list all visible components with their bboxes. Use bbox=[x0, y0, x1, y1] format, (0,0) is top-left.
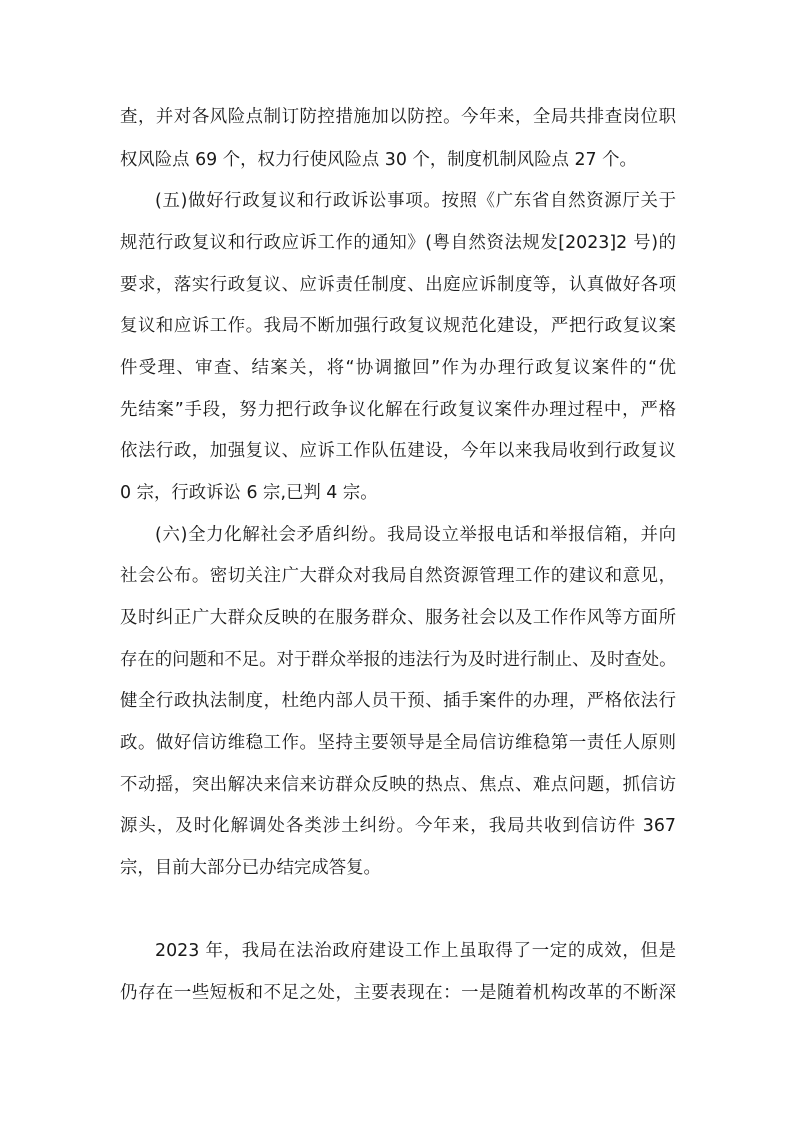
body-text-line: 仍存在一些短板和不足之处，主要表现在：一是随着机构改革的不断深 bbox=[120, 983, 676, 1003]
body-text-line: 依法行政，加强复议、应诉工作队伍建设，今年以来我局收到行政复议 bbox=[120, 441, 676, 461]
body-text-line: 查，并对各风险点制订防控措施加以防控。今年来，全局共排查岗位职 bbox=[120, 107, 676, 127]
body-text-line: 源头，及时化解调处各类涉土纠纷。今年来，我局共收到信访件 367 bbox=[120, 816, 676, 836]
body-text-line: 宗，目前大部分已办结完成答复。 bbox=[120, 858, 381, 878]
body-text-line: 规范行政复议和行政应诉工作的通知》(粤自然资法规发[2023]2 号)的 bbox=[120, 233, 676, 253]
body-text-line: 权风险点 69 个，权力行使风险点 30 个，制度机制风险点 27 个。 bbox=[120, 150, 637, 170]
body-text-line: 不动摇，突出解决来信来访群众反映的热点、焦点、难点问题，抓信访 bbox=[120, 775, 676, 795]
section-heading-line: (六)全力化解社会矛盾纠纷。我局设立举报电话和举报信箱，并向 bbox=[155, 525, 676, 545]
body-text-line: 复议和应诉工作。我局不断加强行政复议规范化建设，严把行政复议案 bbox=[120, 316, 676, 336]
body-text-line: 及时纠正广大群众反映的在服务群众、服务社会以及工作作风等方面所 bbox=[120, 608, 676, 628]
body-text-line: 健全行政执法制度，杜绝内部人员干预、插手案件的办理，严格依法行 bbox=[120, 691, 676, 711]
body-text-line: 社会公布。密切关注广大群众对我局自然资源管理工作的建议和意见， bbox=[120, 566, 676, 586]
body-text-line: 先结案”手段，努力把行政争议化解在行政复议案件办理过程中，严格 bbox=[120, 400, 676, 420]
body-text-line: 政。做好信访维稳工作。坚持主要领导是全局信访维稳第一责任人原则 bbox=[120, 733, 676, 753]
body-text-line: 存在的问题和不足。对于群众举报的违法行为及时进行制止、及时查处。 bbox=[120, 650, 677, 670]
body-text-line: 0 宗，行政诉讼 6 宗,已判 4 宗。 bbox=[120, 483, 378, 503]
body-text-line: 要求，落实行政复议、应诉责任制度、出庭应诉制度等，认真做好各项 bbox=[120, 275, 676, 295]
body-text-line: 2023 年，我局在法治政府建设工作上虽取得了一定的成效，但是 bbox=[155, 941, 676, 961]
section-heading-line: (五)做好行政复议和行政诉讼事项。按照《广东省自然资源厅关于 bbox=[155, 191, 676, 211]
body-text-line: 件受理、审查、结案关，将“协调撤回”作为办理行政复议案件的“优 bbox=[120, 358, 676, 378]
